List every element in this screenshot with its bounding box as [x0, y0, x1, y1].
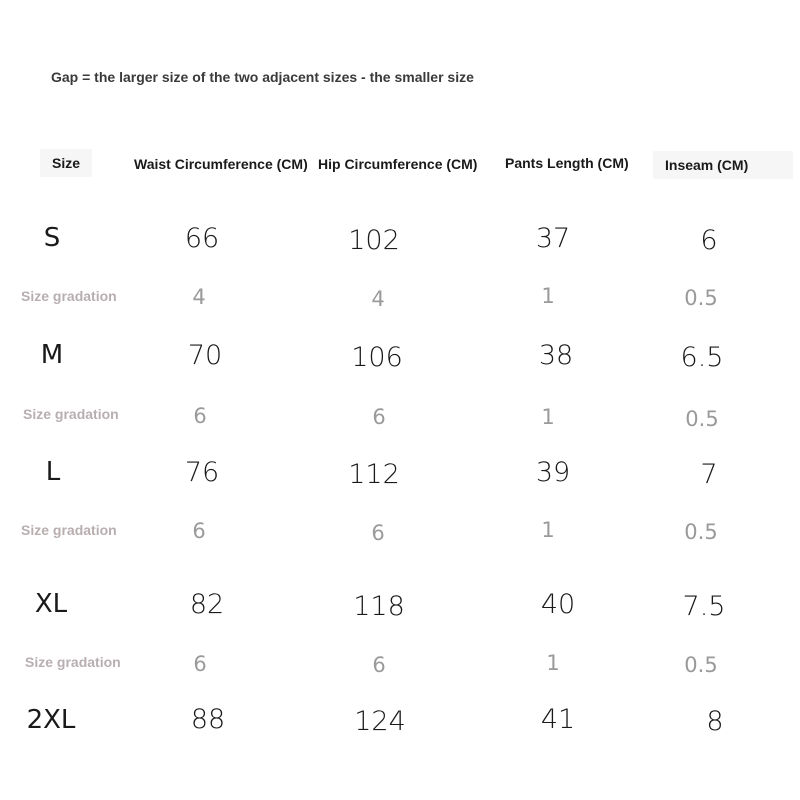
size-label: S	[43, 223, 61, 253]
size-label: L	[45, 457, 61, 487]
inseam-gradation: 0.5	[684, 286, 718, 310]
hip-value: 102	[348, 225, 400, 256]
length-value: 40	[540, 589, 576, 620]
hip-value: 112	[348, 459, 400, 490]
gradation-label: Size gradation	[21, 522, 117, 538]
hip-value: 106	[351, 342, 403, 373]
waist-gradation: 6	[192, 519, 206, 543]
inseam-value: 7	[700, 459, 718, 490]
length-value: 37	[535, 223, 571, 254]
length-gradation: 1	[541, 518, 555, 542]
header-length: Pants Length (CM)	[505, 155, 629, 171]
gap-note: Gap = the larger size of the two adjacent sizes - the smaller size	[51, 69, 474, 85]
waist-value: 88	[190, 704, 226, 735]
waist-value: 82	[189, 589, 225, 620]
length-gradation: 1	[546, 651, 560, 675]
header-size: Size	[40, 149, 92, 177]
waist-value: 66	[184, 223, 220, 254]
length-gradation: 1	[541, 284, 555, 308]
size-label: 2XL	[26, 705, 76, 735]
hip-gradation: 4	[371, 287, 385, 311]
gradation-label: Size gradation	[23, 406, 119, 422]
length-value: 38	[538, 340, 574, 371]
length-gradation: 1	[541, 405, 555, 429]
inseam-gradation: 0.5	[684, 653, 718, 677]
inseam-value: 6	[700, 225, 718, 256]
inseam-value: 7.5	[682, 591, 726, 622]
waist-gradation: 4	[192, 285, 206, 309]
gradation-label: Size gradation	[25, 654, 121, 670]
inseam-value: 6.5	[680, 342, 724, 373]
hip-gradation: 6	[372, 405, 386, 429]
size-label: M	[40, 340, 64, 370]
waist-gradation: 6	[193, 404, 207, 428]
inseam-value: 8	[706, 706, 724, 737]
hip-gradation: 6	[371, 521, 385, 545]
header-waist: Waist Circumference (CM)	[134, 156, 308, 172]
waist-gradation: 6	[193, 652, 207, 676]
length-value: 41	[540, 704, 576, 735]
header-hip: Hip Circumference (CM)	[318, 156, 478, 172]
inseam-gradation: 0.5	[685, 407, 719, 431]
hip-value: 118	[353, 591, 405, 622]
hip-gradation: 6	[372, 653, 386, 677]
size-label: XL	[34, 589, 68, 619]
gradation-label: Size gradation	[21, 288, 117, 304]
header-inseam: Inseam (CM)	[653, 151, 793, 179]
inseam-gradation: 0.5	[684, 520, 718, 544]
waist-value: 70	[187, 340, 223, 371]
waist-value: 76	[184, 457, 220, 488]
length-value: 39	[535, 457, 571, 488]
hip-value: 124	[354, 706, 406, 737]
